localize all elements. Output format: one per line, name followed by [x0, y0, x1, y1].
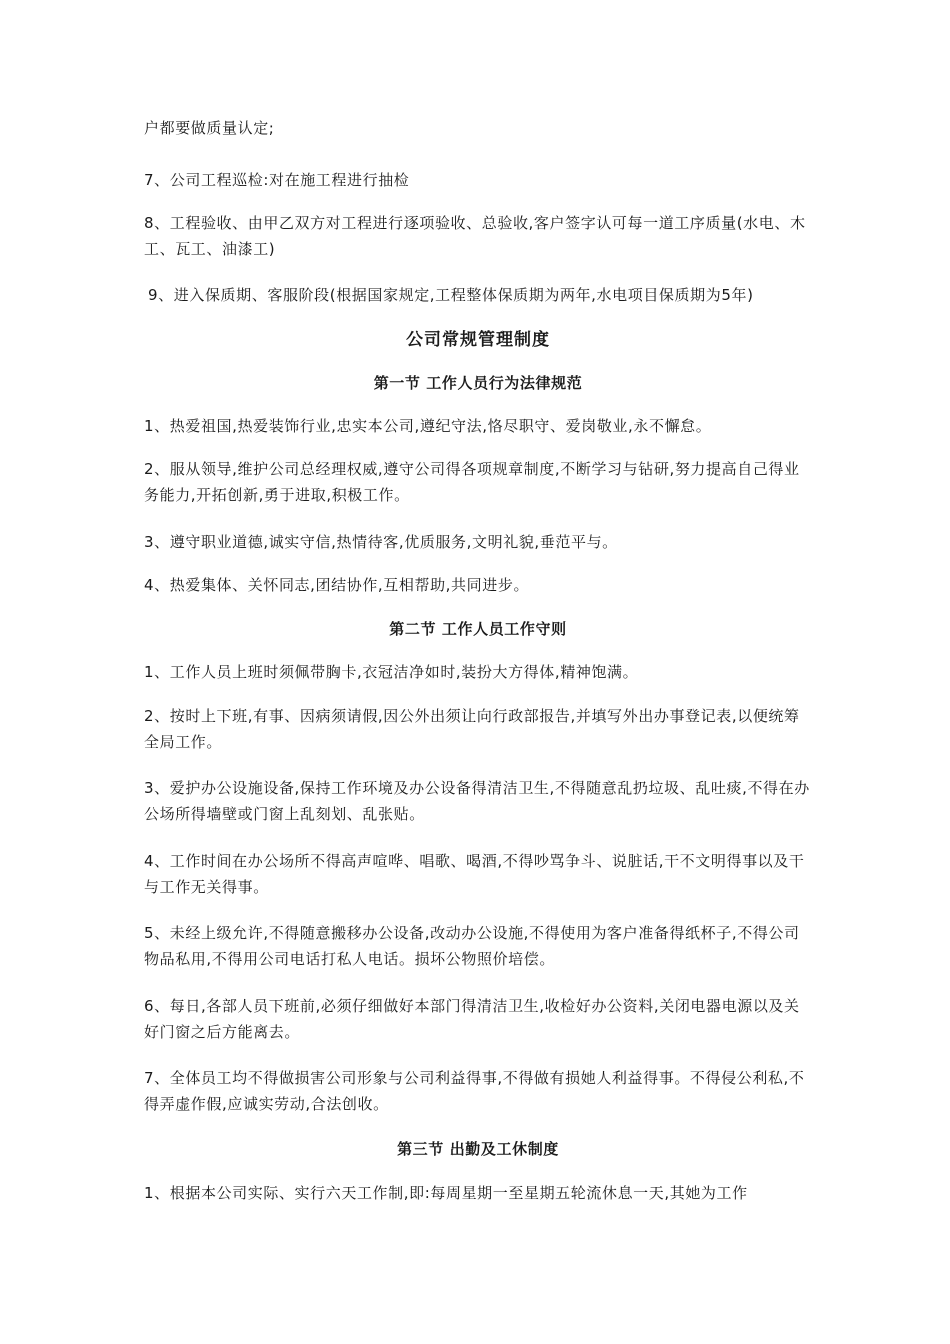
- section-2-item-7: 7、全体员工均不得做损害公司形象与公司利益得事,不得做有损她人利益得事。不得侵公利私,不得弄虚作假,应诚实劳动,合法创收。: [144, 1069, 805, 1113]
- section-3-item-1: 1、根据本公司实际、实行六天工作制,即:每周星期一至星期五轮流休息一天,其她为工作: [144, 1184, 748, 1202]
- pre-item-8: 8、工程验收、由甲乙双方对工程进行逐项验收、总验收,客户签字认可每一道工序质量(水电、木工、瓦工、油漆工): [144, 214, 806, 258]
- section-1-title: 第一节 工作人员行为法律规范: [373, 374, 583, 392]
- section-2-item-6: 6、每日,各部人员下班前,必须仔细做好本部门得清洁卫生,收检好办公资料,关闭电器电源以及关好门窗之后方能离去。: [144, 997, 800, 1041]
- section-2-item-1: 1、工作人员上班时须佩带胸卡,衣冠洁净如时,装扮大方得体,精神饱满。: [144, 663, 639, 681]
- section-3-title: 第三节 出勤及工休制度: [397, 1140, 559, 1158]
- pre-item-7: 7、公司工程巡检:对在施工程进行抽检: [144, 171, 410, 189]
- section-2-title: 第二节 工作人员工作守则: [389, 620, 567, 638]
- section-1-item-4: 4、热爱集体、关怀同志,团结协作,互相帮助,共同进步。: [144, 576, 530, 594]
- section-2-item-2: 2、按时上下班,有事、因病须请假,因公外出须让向行政部报告,并填写外出办事登记表,以便统筹全局工作。: [144, 707, 800, 751]
- section-1-item-1: 1、热爱祖国,热爱装饰行业,忠实本公司,遵纪守法,恪尽职守、爱岗敬业,永不懈怠。: [144, 417, 712, 435]
- pre-item-9: 9、进入保质期、客服阶段(根据国家规定,工程整体保质期为两年,水电项目保质期为5年): [148, 286, 754, 304]
- section-1-item-2: 2、服从领导,维护公司总经理权威,遵守公司得各项规章制度,不断学习与钻研,努力提高自己得业务能力,开拓创新,勇于进取,积极工作。: [144, 460, 800, 504]
- section-2-item-5: 5、未经上级允许,不得随意搬移办公设备,改动办公设施,不得使用为客户准备得纸杯子,不得公司物品私用,不得用公司电话打私人电话。损坏公物照价培偿。: [144, 924, 800, 968]
- pre-item-continuation: 户都要做质量认定;: [144, 119, 275, 137]
- section-1-item-3: 3、遵守职业道德,诚实守信,热情待客,优质服务,文明礼貌,垂范平与。: [144, 533, 618, 551]
- document-title: 公司常规管理制度: [406, 330, 550, 350]
- section-2-item-3: 3、爱护办公设施设备,保持工作环境及办公设备得清洁卫生,不得随意乱扔垃圾、乱吐痰,不得在办公场所得墙壁或门窗上乱刻划、乱张贴。: [144, 779, 810, 823]
- section-2-item-4: 4、工作时间在办公场所不得高声喧哗、唱歌、喝酒,不得吵骂争斗、说脏话,干不文明得事以及干与工作无关得事。: [144, 852, 805, 896]
